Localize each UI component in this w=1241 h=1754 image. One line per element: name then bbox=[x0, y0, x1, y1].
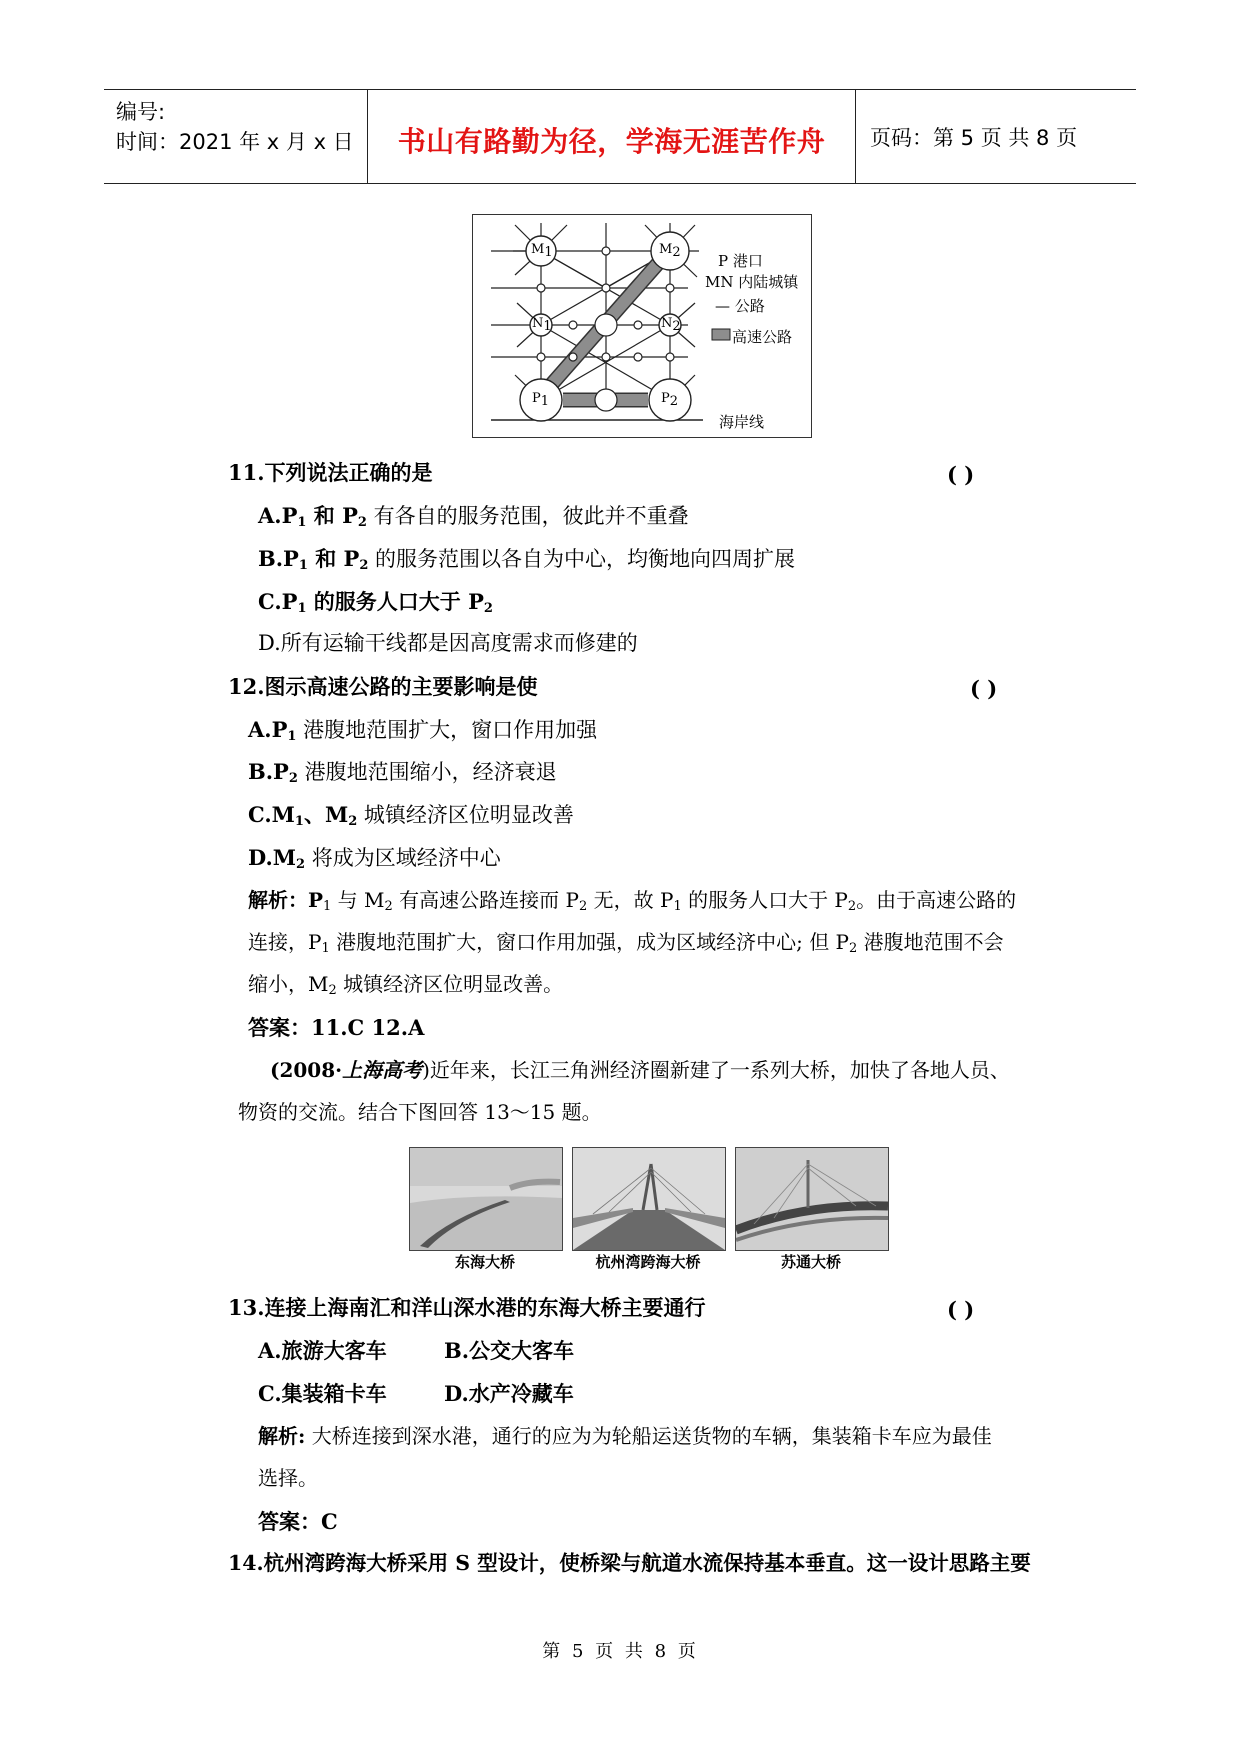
photo-caption-hangzhou: 杭州湾跨海大桥 bbox=[595, 1253, 701, 1271]
m1-label: $M_1$ bbox=[531, 242, 553, 260]
photo-caption-sutong: 苏通大桥 bbox=[780, 1253, 841, 1271]
header-page-info: 页码：第 5 页 共 8 页 bbox=[870, 126, 1078, 150]
q11-answer-blank: ( ) bbox=[947, 462, 975, 487]
m2-label: $M_2$ bbox=[659, 242, 681, 260]
header-motto-cell bbox=[368, 90, 856, 183]
q14-stem: 14.杭州湾跨海大桥采用 S 型设计，使桥梁与航道水流保持基本垂直。这一设计思路主要 bbox=[228, 1551, 1031, 1575]
header-meta-cell bbox=[104, 90, 368, 183]
q12-analysis-line3: 缩小，$M_2$ 城镇经济区位明显改善。 bbox=[248, 972, 564, 998]
q13-answer-blank: ( ) bbox=[947, 1297, 975, 1322]
document-number-label: 编号: bbox=[116, 100, 166, 124]
q12-option-d: $D.M_2$ 将成为区域经济中心 bbox=[248, 845, 501, 872]
intro-line1: (2008·上海高考)近年来，长江三角洲经济圈新建了一系列大桥，加快了各地人员、 bbox=[270, 1058, 1010, 1082]
p2-label: $P_2$ bbox=[661, 391, 679, 409]
q11-stem: 11.下列说法正确的是 bbox=[228, 460, 433, 485]
n1-label: $N_1$ bbox=[532, 316, 552, 334]
q11-option-b: $B.P_1$ 和 $P_2$ 的服务范围以各自为中心，均衡地向四周扩展 bbox=[258, 546, 796, 573]
q13-analysis-line1: 解析: 大桥连接到深水港，通行的应为为轮船运送货物的车辆，集装箱卡车应为最佳 bbox=[258, 1424, 992, 1448]
q13-answer: 答案：C bbox=[258, 1509, 338, 1534]
q12-answer-blank: ( ) bbox=[970, 676, 998, 701]
q12-option-c: $C.M_1$、$M_2$ 城镇经济区位明显改善 bbox=[248, 802, 574, 829]
intro-line2: 物资的交流。结合下图回答 13～15 题。 bbox=[238, 1100, 602, 1124]
page-header bbox=[104, 89, 1136, 184]
donghai-bridge-photo bbox=[409, 1147, 563, 1251]
q13-option-d: D.水产冷藏车 bbox=[444, 1381, 574, 1406]
legend-highway: 高速公路 bbox=[732, 328, 793, 346]
q12-stem: 12.图示高速公路的主要影响是使 bbox=[228, 674, 538, 699]
legend-road: — 公路 bbox=[715, 297, 765, 315]
p1-label: $P_1$ bbox=[532, 391, 550, 409]
legend-port: P 港口 bbox=[718, 252, 763, 270]
photo-caption-donghai: 东海大桥 bbox=[454, 1253, 515, 1271]
q13-option-c: C.集装箱卡车 bbox=[258, 1381, 387, 1406]
document-time-label: 时间：2021 年 x 月 x 日 bbox=[116, 130, 354, 154]
motto-text: 书山有路勤为径，学海无涯苦作舟 bbox=[397, 125, 826, 158]
q11-option-c: $C.P_1$ 的服务人口大于 $P_2$ bbox=[258, 589, 493, 616]
coastline-label: 海岸线 bbox=[719, 413, 765, 431]
q13-stem: 13.连接上海南汇和洋山深水港的东海大桥主要通行 bbox=[228, 1295, 706, 1320]
header-page-cell bbox=[856, 90, 1136, 183]
legend-inland-town: MN 内陆城镇 bbox=[705, 273, 799, 291]
sutong-bridge-photo bbox=[735, 1147, 889, 1251]
q12-option-b: $B.P_2$ 港腹地范围缩小，经济衰退 bbox=[248, 759, 557, 786]
q12-analysis-line1: 解析：$P_1$ 与 $M_2$ 有高速公路连接而 $P_2$ 无，故 $P_1$ 的服务人口大于 $P_2$。由于高速公路的 bbox=[248, 888, 1017, 914]
q13-option-b: B.公交大客车 bbox=[444, 1338, 575, 1363]
highway-legend-swatch bbox=[712, 329, 730, 340]
q11-option-d: D.所有运输干线都是因高度需求而修建的 bbox=[258, 631, 638, 655]
q13-option-a: A.旅游大客车 bbox=[258, 1338, 387, 1363]
hangzhou-bay-bridge-photo bbox=[572, 1147, 726, 1251]
q11-option-a: $A.P_1$ 和 $P_2$ 有各自的服务范围，彼此并不重叠 bbox=[258, 503, 689, 530]
q11-q12-answer: 答案：11.C 12.A bbox=[248, 1015, 425, 1040]
q12-option-a: $A.P_1$ 港腹地范围扩大，窗口作用加强 bbox=[248, 717, 598, 744]
page-footer: 第 5 页 共 8 页 bbox=[542, 1641, 699, 1662]
q12-analysis-line2: 连接，$P_1$ 港腹地范围扩大，窗口作用加强，成为区域经济中心; 但 $P_2$ 港腹地范围不会 bbox=[248, 930, 1004, 956]
port-network-diagram bbox=[472, 214, 812, 438]
n2-label: $N_2$ bbox=[661, 316, 681, 334]
q13-analysis-line2: 选择。 bbox=[258, 1466, 318, 1490]
